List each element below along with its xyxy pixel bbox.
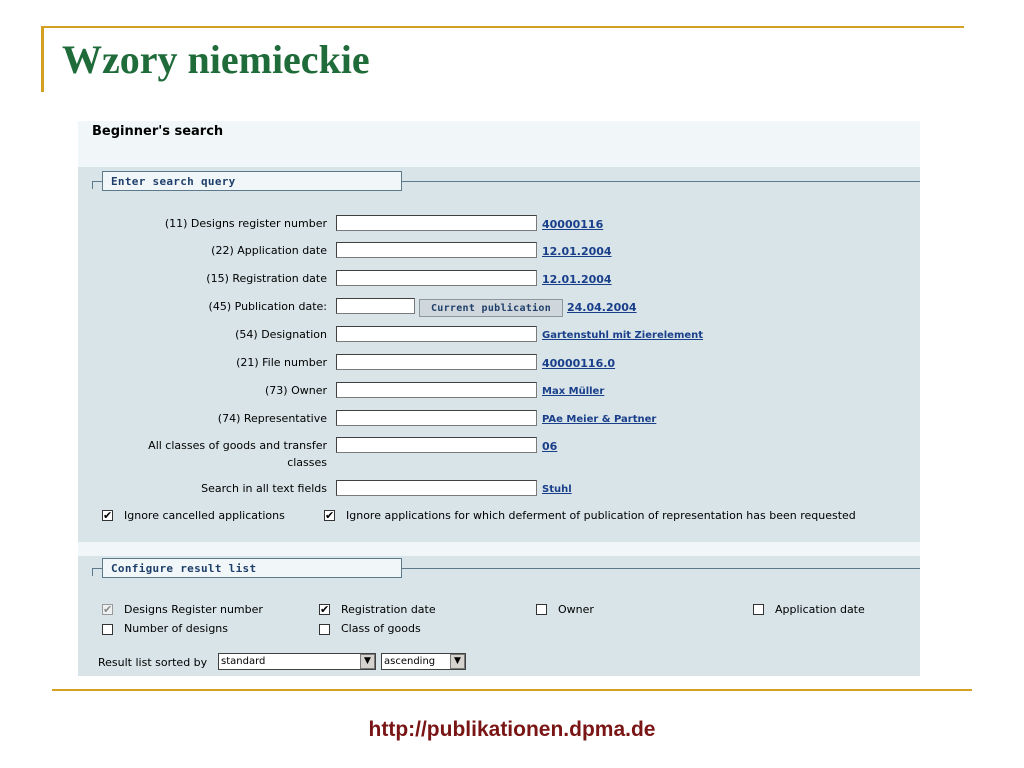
number-of-designs-checkbox[interactable] (102, 624, 113, 635)
application-date-checkbox[interactable] (753, 604, 764, 615)
fieldset-border (92, 181, 93, 189)
label-designation: (54) Designation (235, 328, 327, 341)
label-representative: (74) Representative (217, 412, 327, 425)
owner-input[interactable] (336, 382, 537, 398)
application-date-input[interactable] (336, 242, 537, 258)
designation-input[interactable] (336, 326, 537, 342)
registration-date-checkbox[interactable]: ✔ (320, 604, 330, 615)
label-search-all-text-fields: Search in all text fields (201, 482, 327, 495)
application-date-label: Application date (775, 603, 865, 616)
search-all-text-fields-input[interactable] (336, 480, 537, 496)
label-publication-date: (45) Publication date: (208, 300, 327, 313)
example-link-file-number[interactable]: 40000116.0 (542, 357, 616, 370)
owner-checkbox[interactable] (536, 604, 547, 615)
example-link-search-all[interactable]: Stuhl (542, 484, 572, 495)
ignore-cancelled-label: Ignore cancelled applications (124, 509, 285, 522)
example-link-classes[interactable]: 06 (542, 440, 558, 453)
example-link-publication-date[interactable]: 24.04.2004 (567, 301, 637, 314)
designs-register-number-input[interactable] (336, 215, 537, 231)
accent-rule-top (44, 26, 964, 28)
file-number-input[interactable] (336, 354, 537, 370)
label-owner: (73) Owner (265, 384, 327, 397)
example-link-representative[interactable]: PAe Meier & Partner (542, 414, 657, 425)
example-link-registration-date[interactable]: 12.01.2004 (542, 273, 612, 286)
sort-order-select[interactable] (381, 653, 466, 670)
footer-url: http://publikationen.dpma.de (368, 718, 656, 741)
label-classes-of-goods (148, 437, 327, 471)
fieldset-border (401, 181, 920, 182)
number-of-designs-label: Number of designs (124, 622, 229, 635)
class-of-goods-checkbox[interactable] (319, 624, 330, 635)
accent-bar-vertical (41, 26, 44, 92)
classes-of-goods-input[interactable] (336, 437, 537, 453)
fieldset-border (92, 568, 93, 576)
chevron-down-icon[interactable]: ▼ (450, 654, 465, 669)
sort-label: Result list sorted by (98, 656, 208, 669)
label-file-number: (21) File number (236, 356, 327, 369)
example-link-register-number[interactable]: 40000116 (542, 218, 604, 231)
example-link-application-date[interactable]: 12.01.2004 (542, 245, 612, 258)
ignore-deferment-checkbox[interactable]: ✔ (325, 510, 335, 521)
example-link-owner[interactable]: Max Müller (542, 386, 605, 397)
chevron-down-icon[interactable]: ▼ (360, 654, 375, 669)
label-designs-register-number: (11) Designs register number (164, 217, 327, 230)
registration-date-label: Registration date (341, 603, 436, 616)
label-registration-date: (15) Registration date (206, 272, 327, 285)
ignore-cancelled-checkbox[interactable]: ✔ (103, 510, 113, 521)
fieldset-border (92, 568, 102, 569)
fieldset-border (92, 181, 102, 182)
designs-register-number-checkbox[interactable]: ✔ (103, 604, 113, 615)
sort-field-select[interactable] (218, 653, 376, 670)
label-classes-line-2: classes (287, 456, 327, 469)
label-application-date: (22) Application date (211, 244, 327, 257)
slide-title: Wzory niemieckie (62, 37, 370, 82)
section-enter-search-query: Enter search query (102, 171, 402, 191)
form-title: Beginner's search (92, 124, 224, 139)
representative-input[interactable] (336, 410, 537, 426)
owner-label: Owner (558, 603, 594, 616)
current-publication-button[interactable]: Current publication (419, 299, 563, 317)
ignore-deferment-label: Ignore applications for which deferment of publication of representation has been requested (346, 509, 856, 522)
registration-date-input[interactable] (336, 270, 537, 286)
label-classes-line-1: All classes of goods and transfer (148, 439, 327, 452)
section-configure-result-list: Configure result list (102, 558, 402, 578)
sort-field-value: standard (221, 656, 266, 667)
accent-rule-bottom (52, 689, 972, 691)
designs-register-number-label: Designs Register number (124, 603, 263, 616)
sort-order-value: ascending (384, 656, 436, 667)
publication-date-input[interactable] (336, 298, 415, 314)
fieldset-border (401, 568, 920, 569)
example-link-designation[interactable]: Gartenstuhl mit Zierelement (542, 330, 704, 341)
search-form-screenshot (78, 121, 920, 676)
section-separator (78, 542, 920, 556)
class-of-goods-label: Class of goods (341, 622, 421, 635)
